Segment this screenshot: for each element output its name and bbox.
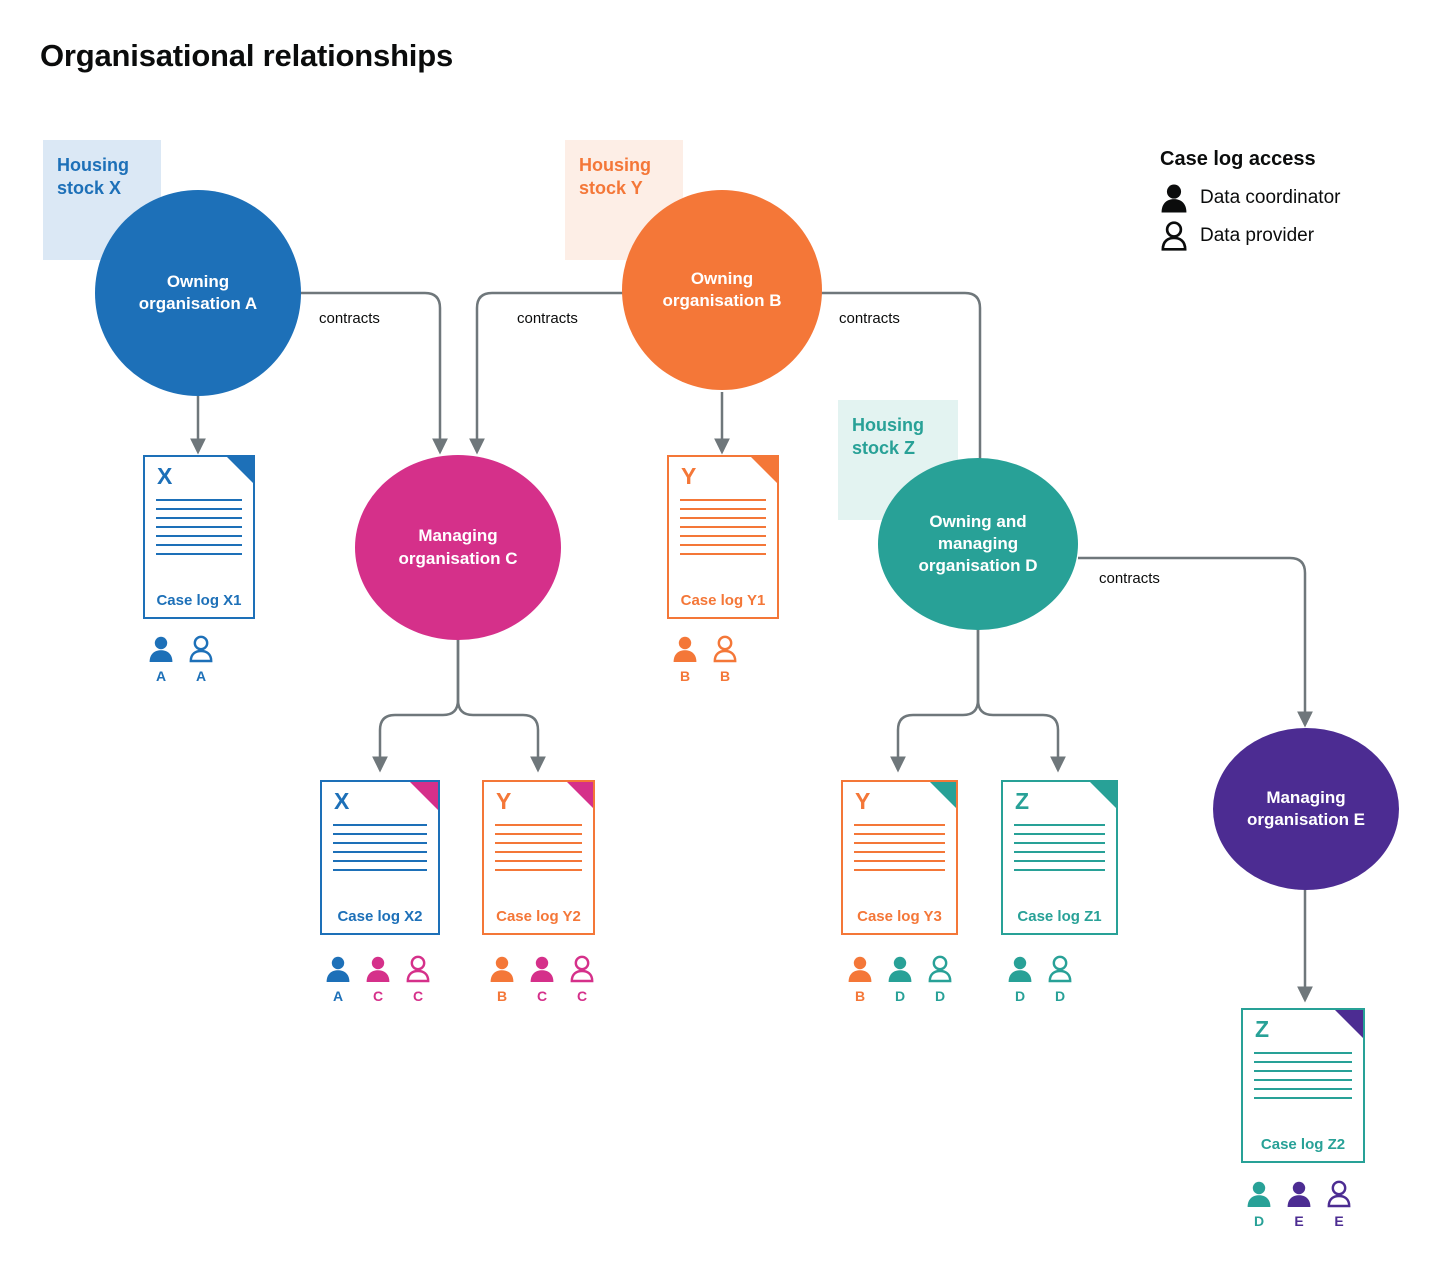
person-label: B [496,988,508,1004]
org-b-line1: Owning [690,268,754,288]
case-log-x2-caption: Case log X2 [337,908,423,925]
legend-item-data-coordinator [1160,183,1340,213]
person-label: D [934,988,946,1004]
person-filled-icon [529,955,555,983]
person-label: D [1054,988,1066,1004]
org-b-line2: organisation B [662,291,782,310]
person-filled-icon [847,955,873,983]
person-filled-icon [672,635,698,663]
person-label: C [536,988,548,1004]
doc-lines [333,824,427,878]
case-log-z1[interactable] [1001,780,1118,935]
housing-stock-z-line2: stock Z [852,437,916,458]
person-label: D [1014,988,1026,1004]
case-log-z1-caption: Case log Z1 [1017,908,1102,925]
case-log-y3-access [845,955,955,1004]
org-node-e[interactable] [1213,728,1399,890]
person-coordinator-e [1284,1180,1314,1229]
person-coordinator-d [1005,955,1035,1004]
org-node-c[interactable] [355,455,561,640]
case-log-z1-letter: Z [1015,788,1030,814]
person-provider-d [1045,955,1075,1004]
person-label: A [195,668,207,684]
edge-label-b-d: contracts [836,310,903,327]
person-filled-icon [489,955,515,983]
housing-stock-x-line1: Housing [57,155,129,175]
person-coordinator-c [527,955,557,1004]
person-filled-icon [365,955,391,983]
doc-lines [1014,824,1105,878]
doc-lines [854,824,945,878]
person-label: C [372,988,384,1004]
person-provider-a [186,635,216,684]
org-e-line1: Managing [1266,787,1346,807]
legend [1160,148,1340,259]
case-log-x1-caption: Case log X1 [156,592,242,609]
person-coordinator-a [323,955,353,1004]
person-outline-icon [1047,955,1073,983]
person-coordinator-d [1244,1180,1274,1229]
person-label: A [155,668,167,684]
person-filled-icon [1007,955,1033,983]
case-log-y1-caption: Case log Y1 [680,592,766,609]
case-log-x1[interactable] [143,455,255,619]
person-label: C [412,988,424,1004]
edge-label-b-c: contracts [514,310,581,327]
case-log-y1-access [670,635,740,684]
person-label: B [854,988,866,1004]
org-d-line2: managing [937,533,1019,553]
org-a-line1: Owning [166,271,230,291]
case-log-y2-access [487,955,597,1004]
person-outline-icon [927,955,953,983]
person-label: E [1334,1213,1344,1229]
person-label: D [894,988,906,1004]
person-label: C [576,988,588,1004]
case-log-x2-letter: X [334,788,350,814]
legend-label: Data provider [1200,225,1315,246]
housing-stock-y-line1: Housing [579,155,651,175]
case-log-y2[interactable] [482,780,595,935]
org-c-line2: organisation C [398,548,518,568]
person-provider-c [567,955,597,1004]
case-log-x1-letter: X [157,463,173,489]
doc-fold-icon [227,457,253,483]
case-log-z2-caption: Case log Z2 [1260,1136,1346,1153]
case-log-x1-access [146,635,216,684]
org-node-d[interactable] [878,458,1078,630]
org-a-line2: organisation A [138,294,258,313]
person-coordinator-b [670,635,700,684]
org-c-line1: Managing [418,526,498,546]
person-coordinator-d [885,955,915,1004]
case-log-y3-letter: Y [855,788,871,814]
edge-label-a-c: contracts [316,310,383,327]
person-outline-icon [1326,1180,1352,1208]
doc-fold-icon [410,782,438,810]
person-label: D [1253,1213,1265,1229]
doc-fold-icon [1335,1010,1363,1038]
person-outline-icon [569,955,595,983]
person-filled-icon [1160,183,1188,213]
doc-lines [495,824,582,878]
case-log-x2[interactable] [320,780,440,935]
person-coordinator-b [487,955,517,1004]
legend-item-data-provider [1160,221,1340,251]
person-provider-d [925,955,955,1004]
doc-fold-icon [930,782,956,808]
case-log-x2-access [323,955,433,1004]
org-node-a[interactable] [95,190,301,396]
person-outline-icon [1160,221,1188,251]
case-log-y3-caption: Case log Y3 [857,908,942,925]
case-log-y2-letter: Y [496,788,512,814]
housing-stock-y-line2: stock Y [579,177,643,198]
doc-lines [156,499,242,562]
housing-stock-x-line2: stock X [57,177,122,198]
org-node-b[interactable] [622,190,822,390]
case-log-y1[interactable] [667,455,779,619]
person-label: E [1294,1213,1304,1229]
doc-fold-icon [567,782,593,808]
doc-fold-icon [751,457,777,483]
person-label: B [679,668,691,684]
person-filled-icon [1286,1180,1312,1208]
org-e-line2: organisation E [1246,810,1366,829]
person-provider-c [403,955,433,1004]
person-coordinator-b [845,955,875,1004]
edge-label-d-e: contracts [1096,570,1163,587]
case-log-z2-access [1244,1180,1354,1229]
case-log-y2-caption: Case log Y2 [496,908,581,925]
legend-title: Case log access [1160,148,1316,170]
legend-label: Data coordinator [1200,187,1341,208]
case-log-z2[interactable] [1241,1008,1365,1163]
housing-stock-z-line1: Housing [852,415,924,435]
person-coordinator-a [146,635,176,684]
person-label: A [332,988,344,1004]
person-outline-icon [405,955,431,983]
doc-fold-icon [1090,782,1116,808]
case-log-z2-letter: Z [1255,1016,1270,1042]
person-coordinator-c [363,955,393,1004]
doc-lines [1254,1052,1352,1106]
person-filled-icon [887,955,913,983]
page-title: Organisational relationships [40,38,453,73]
person-provider-b [710,635,740,684]
org-d-line1: Owning and [929,511,1027,531]
case-log-z1-access [1005,955,1075,1004]
doc-lines [680,499,766,562]
person-filled-icon [1246,1180,1272,1208]
person-filled-icon [325,955,351,983]
case-log-y3[interactable] [841,780,958,935]
person-filled-icon [148,635,174,663]
person-provider-e [1324,1180,1354,1229]
case-log-y1-letter: Y [681,463,697,489]
person-outline-icon [712,635,738,663]
person-outline-icon [188,635,214,663]
org-d-line3: organisation D [918,556,1038,576]
person-label: B [719,668,731,684]
